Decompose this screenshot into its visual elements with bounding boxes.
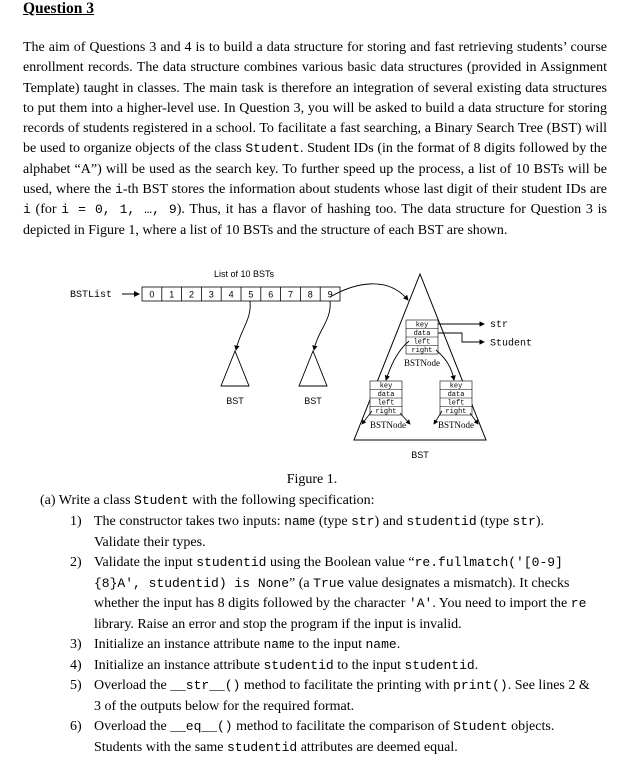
code-i: i (115, 182, 123, 198)
root-field-data: data (413, 330, 431, 338)
list-item: 2) Validate the input studentid using the Boolean value “re.fullmatch('[0-9]{8}A', studentid) is None” (a True value designates a mismatch). It checks whether the input has 8 digits followed by the character 'A'. You need to import the re library. Raise an error and stop the program if the input is invalid. (70, 555, 587, 632)
left-node-label: BSTNode (370, 420, 406, 430)
list-cell-6: 6 (268, 289, 274, 300)
right-node-label: BSTNode (438, 420, 474, 430)
root-node-label: BSTNode (404, 358, 440, 368)
list-item: 5) Overload the __str__() method to facilitate the printing with print(). See lines 2 & 3 of the outputs below for the required format. (70, 678, 590, 714)
list-cell-3: 3 (208, 289, 214, 300)
right-field-key: key (449, 382, 463, 391)
code-i: i (23, 202, 31, 218)
left-field-right: right (375, 408, 397, 416)
bst-triangle-right (299, 351, 327, 386)
spec-list (70, 512, 590, 758)
list-item: 4) Initialize an instance attribute studentid to the input studentid. (70, 657, 479, 673)
left-child-node (370, 381, 402, 416)
root-node (406, 320, 438, 355)
root-field-right: right (411, 347, 433, 355)
code-student: Student (134, 493, 189, 508)
code-student: Student (245, 141, 300, 157)
list-title: List of 10 BSTs (213, 269, 275, 279)
list-item: 1) The constructor takes two inputs: name (type str) and studentid (type str). Validate their types. (70, 514, 544, 550)
right-field-right: right (445, 408, 467, 416)
list-cells (142, 287, 340, 301)
left-field-data: data (377, 391, 395, 399)
right-child-node (440, 381, 472, 416)
intro-paragraph: The aim of Questions 3 and 4 is to build a data structure for storing and fast retrieving students’ course enrollment records. The data structure combines various basic data structures (provided in Assignment Template) taught in classes. The main task is therefore an integration of several existing data structures to put them into a higher-level use. In Question 3, you will be asked to build a data structure for storing records of students registered in a school. To facilitate a fast searching, a Binary Search Tree (BST) will be used to organize objects of the class Student. Student IDs (in the format of 8 digits followed by the alphabet “A”) will be used as the search key. To further speed up the process, a list of 10 BSTs will be used, where the i-th BST stores the information about students whose last digit of their student IDs are i (for i = 0, 1, …, 9). Thus, it has a flavor of hashing too. The data structure for Question 3 is depicted in Figure 1, where a list of 10 BSTs and the structure of each BST are shown. (23, 40, 608, 238)
list-cell-7: 7 (287, 289, 294, 300)
left-field-key: key (379, 382, 393, 391)
list-cell-8: 8 (307, 289, 313, 300)
code-range: i = 0, 1, …, 9 (61, 202, 177, 218)
right-field-data: data (447, 391, 465, 399)
list-item: 6) Overload the __eq__() method to facilitate the comparison of Student objects. Students with the same studentid attributes are deemed equal. (70, 719, 555, 755)
list-cell-5: 5 (248, 289, 254, 300)
root-field-left: left (413, 338, 431, 347)
question-heading: Question 3 (23, 0, 95, 17)
right-field-left: left (447, 399, 465, 408)
root-field-key: key (415, 321, 429, 330)
student-label: Student (490, 338, 533, 350)
figure-1-diagram (0, 262, 624, 472)
part-a-heading: (a) Write a class Student with the following specification: (40, 493, 375, 508)
pointer-to-bst-left (236, 301, 250, 350)
pointer-to-bst-right (314, 301, 330, 350)
bst-label-right: BST (304, 396, 322, 406)
str-label: str (490, 320, 509, 331)
list-cell-0: 0 (149, 289, 155, 300)
bst-label-left: BST (226, 396, 244, 406)
pointer-to-bst-big (327, 284, 408, 300)
list-cell-4: 4 (228, 289, 234, 300)
bst-label-big: BST (411, 450, 429, 460)
list-item: 3) Initialize an instance attribute name to the input name. (70, 637, 401, 652)
bstlist-label: BSTList (70, 290, 113, 301)
list-cell-1: 1 (169, 289, 175, 300)
left-field-left: left (377, 399, 395, 408)
list-cell-2: 2 (188, 289, 195, 300)
figure-caption: Figure 1. (286, 472, 338, 487)
bst-triangle-left (221, 351, 249, 386)
list-cell-9: 9 (327, 289, 333, 300)
